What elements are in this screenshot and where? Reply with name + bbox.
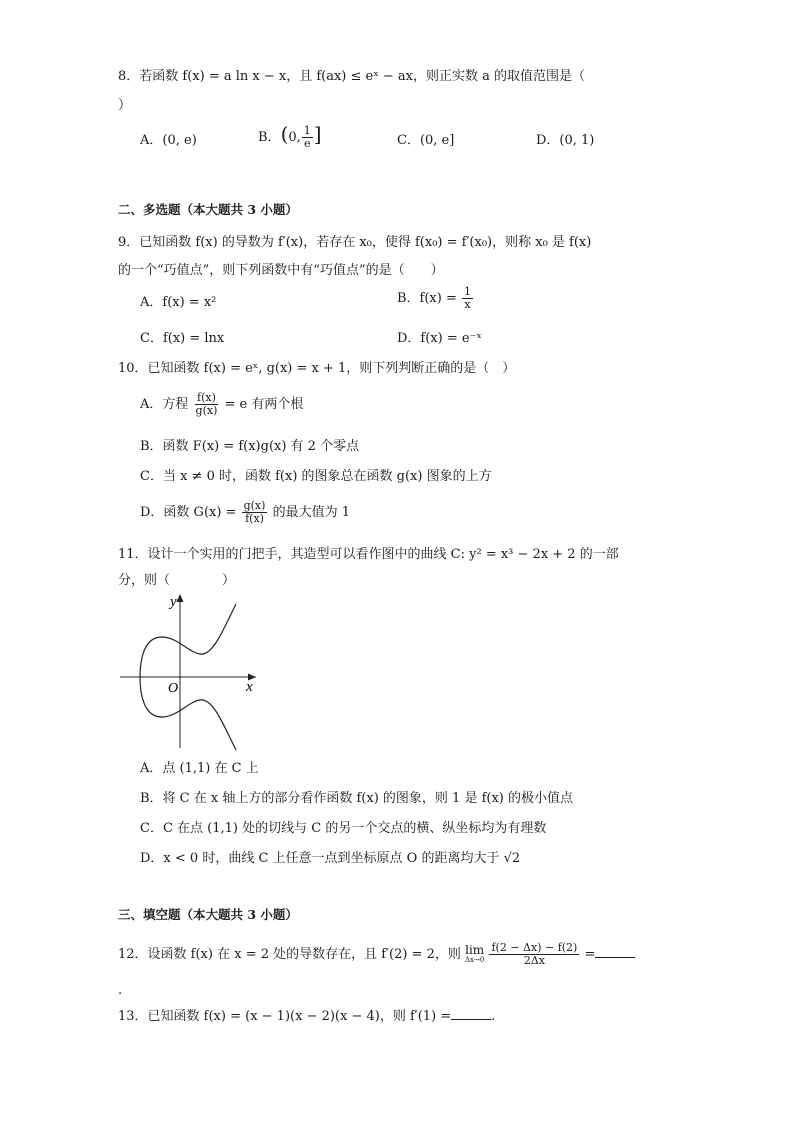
q10-option-d	[140, 500, 350, 525]
q9-option-b-fraction	[462, 286, 473, 311]
q8-option-b: B．(0, $\frac{1}{e}$ ]	[258, 122, 322, 150]
q10-option-a-numerator: f(x)	[197, 391, 216, 404]
q13-answer-blank[interactable]	[451, 1019, 491, 1020]
q8-stem-line1: 8．若函数 f(x) = a ln x − x，且 f(ax) ≤ eˣ − ax，则正实数 a 的取值范围是（	[118, 69, 585, 84]
q11-stem-line2: 分，则（ ）	[118, 573, 236, 588]
q8-option-d: D．(0, 1)	[536, 133, 595, 148]
y-axis-arrow	[177, 594, 184, 602]
q10-option-c: C．当 x ≠ 0 时，函数 f(x) 的图象总在函数 g(x) 图象的上方	[140, 469, 492, 484]
q12-prefix: 12．设函数 f(x) 在 x = 2 处的导数存在，且 f′(2) = 2，则	[118, 947, 461, 962]
q10-option-a-denominator: g(x)	[195, 404, 218, 417]
q12-stem	[118, 942, 635, 967]
q9-option-b-prefix: B．f(x) =	[397, 291, 457, 306]
q10-option-d-prefix: D．函数 G(x) =	[140, 505, 237, 520]
q8-option-b-fraction	[302, 125, 313, 150]
q10-stem: 10．已知函数 f(x) = eˣ, g(x) = x + 1，则下列判断正确的是（ ）	[118, 361, 516, 376]
q11-stem-line1: 11．设计一个实用的门把手，其造型可以看作图中的曲线 C: y² = x³ − 2x + 2 的一部	[118, 547, 619, 562]
q11-option-d: D．x < 0 时，曲线 C 上任意一点到坐标原点 O 的距离均大于 √2	[140, 851, 521, 866]
q10-option-a	[140, 392, 303, 417]
q11-option-b: B．将 C 在 x 轴上方的部分看作函数 f(x) 的图象，则 1 是 f(x) 的极小值点	[140, 791, 573, 806]
q9-option-b-numerator: 1	[464, 285, 472, 298]
q9-stem-line2: 的一个“巧值点”，则下列函数中有“巧值点”的是（ ）	[118, 263, 444, 278]
y-axis-label: y	[170, 594, 177, 610]
q8-option-b-numerator: 1	[303, 124, 311, 137]
q12-equals: =	[584, 947, 596, 962]
q12-denominator: 2Δx	[523, 954, 545, 967]
q10-option-a-prefix: A．方程	[140, 397, 189, 412]
q10-option-a-suffix: = e 有两个根	[224, 397, 304, 412]
q11-option-c: C．C 在点 (1,1) 处的切线与 C 的另一个交点的横、纵坐标均为有理数	[140, 821, 547, 836]
q9-option-b-denominator: x	[464, 298, 471, 311]
q12-fraction	[489, 942, 579, 967]
q9-option-a: A．f(x) = x²	[140, 295, 217, 310]
q13-text: 13．已知函数 f(x) = (x − 1)(x − 2)(x − 4)，则 f′(1) =	[118, 1009, 452, 1024]
q8-stem-line2: ）	[118, 98, 132, 113]
q12-numerator: f(2 − Δx) − f(2)	[491, 941, 578, 954]
section-multiple-choice-title: 二、多选题（本大题共 3 小题）	[118, 202, 298, 217]
q12-line2: .	[118, 983, 123, 998]
q12-answer-blank[interactable]	[595, 957, 635, 958]
q9-stem-line1: 9．已知函数 f(x) 的导数为 f′(x)，若存在 x₀，使得 f(x₀) = f′(x₀)，则称 x₀ 是 f(x)	[118, 235, 592, 250]
q10-option-d-numerator: g(x)	[243, 499, 266, 512]
q8-option-b-prefix: B．	[258, 130, 281, 145]
q11-option-a: A．点 (1,1) 在 C 上	[140, 761, 259, 776]
q12-lim-text: lim	[465, 942, 485, 957]
curve-graph	[118, 590, 263, 750]
origin-label: O	[168, 681, 179, 696]
q10-option-d-suffix: 的最大值为 1	[272, 505, 350, 520]
q10-option-d-denominator: f(x)	[245, 512, 264, 525]
q9-option-d: D．f(x) = e⁻ˣ	[397, 331, 482, 346]
q9-option-b	[397, 286, 474, 311]
q8-option-b-denominator: e	[304, 137, 311, 150]
q10-option-b: B．函数 F(x) = f(x)g(x) 有 2 个零点	[140, 439, 360, 454]
q8-option-a: A．(0, e)	[140, 133, 197, 148]
x-axis-label: x	[246, 679, 253, 695]
section-fill-blank-title: 三、填空题（本大题共 3 小题）	[118, 907, 298, 922]
q13-stem	[118, 1008, 495, 1026]
q8-option-c: C．(0, e]	[397, 133, 455, 148]
q13-end: .	[491, 1009, 496, 1024]
q12-lim-subscript: Δx→0	[465, 955, 485, 964]
q9-option-c: C．f(x) = lnx	[140, 331, 225, 346]
q10-option-a-fraction	[194, 392, 220, 417]
q10-option-d-fraction	[242, 500, 268, 525]
q12-limit	[465, 942, 485, 965]
